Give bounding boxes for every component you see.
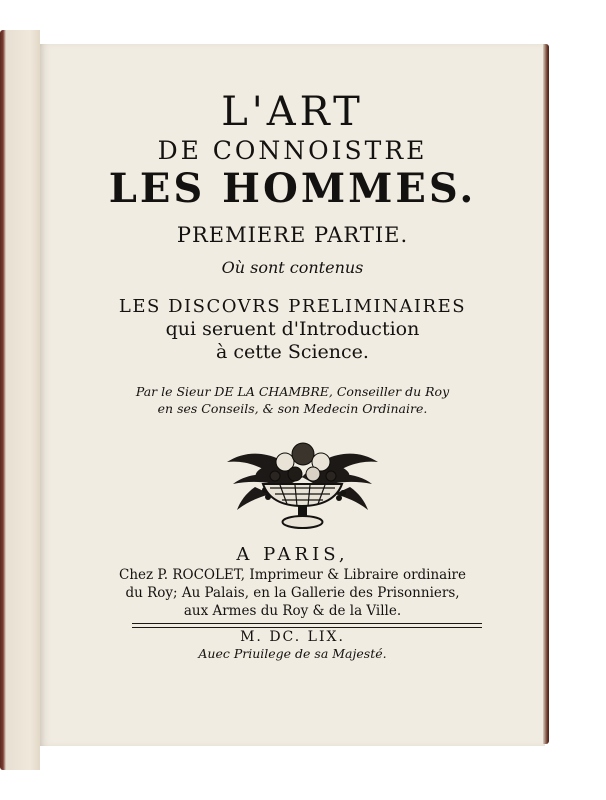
- fruit-basket-vignette: [225, 432, 380, 532]
- subtitle-ou-sont-contenus: Où sont contenus: [221, 258, 364, 277]
- book-right-edge: [543, 44, 549, 744]
- privilege-line: Auec Priuilege de sa Majesté.: [198, 646, 387, 661]
- publication-date: M. DC. LIX.: [240, 629, 345, 645]
- title-line-les-hommes: LES HOMMES.: [108, 165, 477, 212]
- divider-rule-top: [132, 623, 482, 624]
- imprint-city: A PARIS,: [236, 544, 349, 565]
- title-line-de-connoistre: DE CONNOISTRE: [157, 136, 428, 165]
- author-line-2: en ses Conseils, & son Medecin Ordinaire.: [157, 401, 428, 416]
- title-line-lart: L'ART: [221, 89, 364, 135]
- imprint-line-2: du Roy; Au Palais, en la Gallerie des Prisonniers,: [125, 585, 460, 601]
- subtitle-discours: LES DISCOVRS PRELIMINAIRES: [118, 296, 467, 317]
- book-left-cover: [0, 30, 40, 770]
- title-page: [40, 44, 545, 746]
- author-line-1: Par le Sieur DE LA CHAMBRE, Conseiller du Roy: [135, 384, 450, 399]
- imprint-line-3: aux Armes du Roy & de la Ville.: [183, 603, 402, 619]
- imprint-line-1: Chez P. ROCOLET, Imprimeur & Libraire ordinaire: [118, 567, 466, 583]
- subtitle-introduction: qui seruent d'Introduction: [165, 318, 420, 340]
- subtitle-premiere-partie: PREMIERE PARTIE.: [176, 223, 409, 247]
- subtitle-science: à cette Science.: [216, 341, 369, 363]
